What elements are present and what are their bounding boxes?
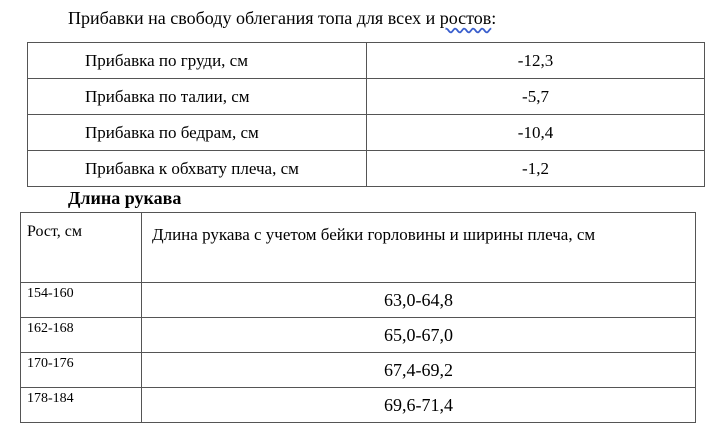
- intro-colon: :: [491, 8, 497, 28]
- table-header-row: [21, 213, 696, 283]
- sleeve-length-value: 69,6-71,4: [142, 388, 696, 423]
- column-header-height: Рост, см: [21, 213, 142, 283]
- allowances-intro: [68, 8, 496, 29]
- table-row: [28, 115, 705, 151]
- allowance-value: -10,4: [367, 115, 705, 151]
- allowance-value: -1,2: [367, 151, 705, 187]
- allowance-value: -12,3: [367, 43, 705, 79]
- table-row: [21, 318, 696, 353]
- sleeve-length-table: [20, 212, 696, 423]
- height-range: 170-176: [21, 353, 142, 388]
- sleeve-section-title: Длина рукава: [68, 188, 182, 208]
- table-row: [28, 79, 705, 115]
- allowance-value: -5,7: [367, 79, 705, 115]
- allowance-label: Прибавка по груди, см: [28, 43, 367, 79]
- table-row: [21, 353, 696, 388]
- table-row: [28, 43, 705, 79]
- intro-underlined-word: ростов: [439, 8, 492, 28]
- sleeve-length-value: 65,0-67,0: [142, 318, 696, 353]
- height-range: 178-184: [21, 388, 142, 423]
- allowances-table: [27, 42, 705, 187]
- table-row: [21, 388, 696, 423]
- table-row: [28, 151, 705, 187]
- table-row: [21, 283, 696, 318]
- allowance-label: Прибавка по талии, см: [28, 79, 367, 115]
- allowance-label: Прибавка по бедрам, см: [28, 115, 367, 151]
- height-range: 162-168: [21, 318, 142, 353]
- intro-text: Прибавки на свободу облегания топа для всех и: [68, 8, 440, 28]
- sleeve-length-value: 67,4-69,2: [142, 353, 696, 388]
- column-header-sleeve-length: Длина рукава с учетом бейки горловины и ширины плеча, см: [142, 213, 696, 283]
- allowance-label: Прибавка к обхвату плеча, см: [28, 151, 367, 187]
- sleeve-length-value: 63,0-64,8: [142, 283, 696, 318]
- height-range: 154-160: [21, 283, 142, 318]
